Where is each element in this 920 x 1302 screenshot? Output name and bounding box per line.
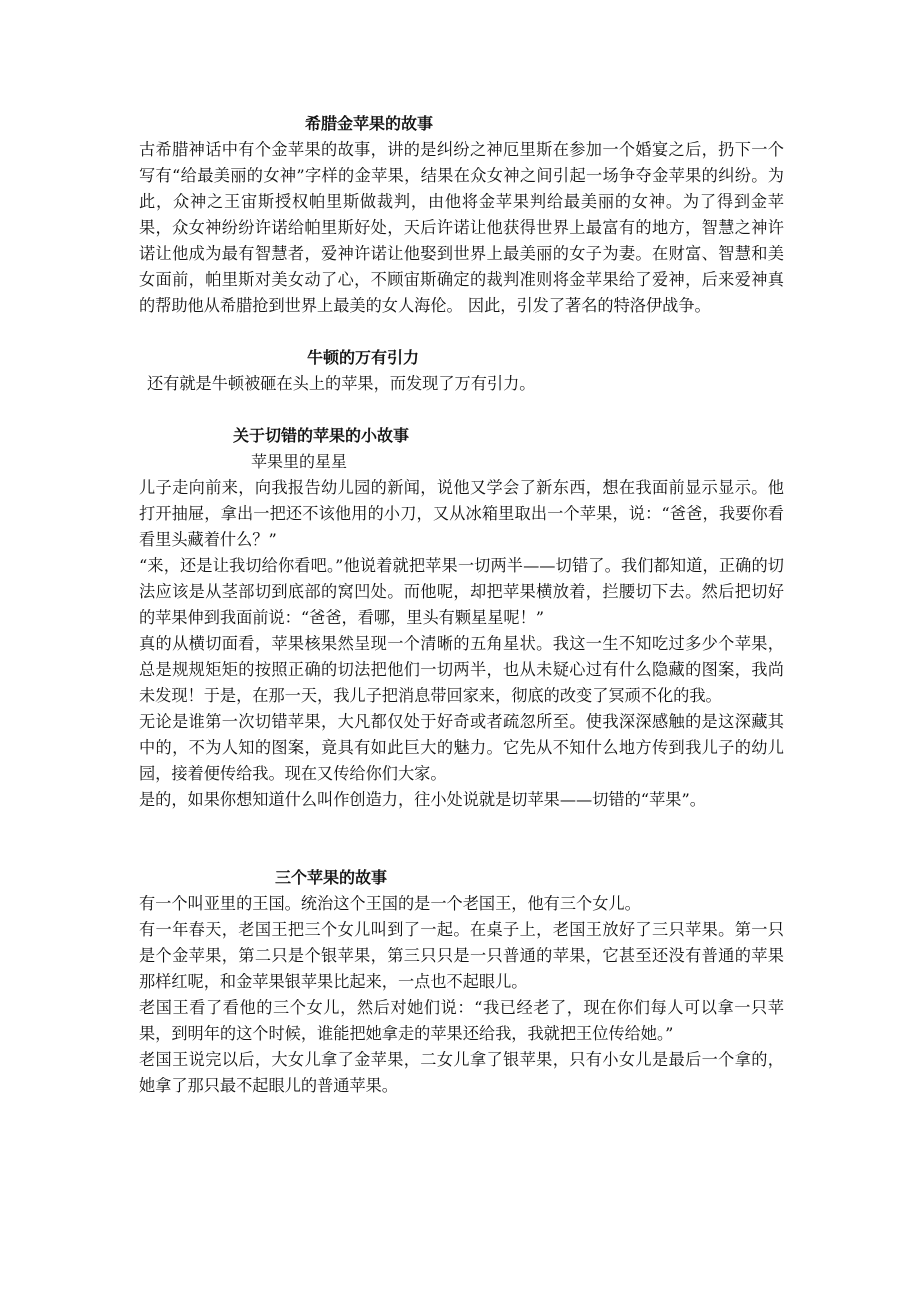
section-title-newton: 牛顿的万有引力 — [307, 348, 420, 367]
paragraph-wrong-cut-1: 儿子走向前来，向我报告幼儿园的新闻，说他又学会了新东西，想在我面前显示显示。他打开抽屉，拿出一把还不该他用的小刀，又从冰箱里取出一个苹果，说：“爸爸，我要你看看里头藏着什么？” — [139, 478, 784, 549]
document-body — [139, 111, 784, 1099]
spacer — [139, 319, 784, 345]
paragraph-wrong-cut-4: 无论是谁第一次切错苹果，大凡都仅处于好奇或者疏忽所至。使我深深感触的是这深藏其中的，不为人知的图案，竟具有如此巨大的魅力。它先从不知什么地方传到我儿子的幼儿园，接着便传给我。现在又传给你们大家。 — [139, 712, 784, 783]
paragraph-three-apples-4: 老国王说完以后，大女儿拿了金苹果，二女儿拿了银苹果，只有小女儿是最后一个拿的，她拿了那只最不起眼儿的普通苹果。 — [139, 1050, 784, 1095]
spacer — [139, 813, 784, 865]
paragraph-wrong-cut-5: 是的，如果你想知道什么叫作创造力，往小处说就是切苹果——切错的“苹果”。 — [139, 790, 706, 809]
paragraph-three-apples-2: 有一年春天，老国王把三个女儿叫到了一起。在桌子上，老国王放好了三只苹果。第一只是个金苹果，第二只是个银苹果，第三只只是一只普通的苹果，它甚至还没有普通的苹果那样红呢，和金苹果银苹果比起来，一点也不起眼儿。 — [139, 920, 784, 991]
paragraph-three-apples-1: 有一个叫亚里的王国。统治这个王国的是一个老国王，他有三个女儿。 — [139, 894, 641, 913]
paragraph-wrong-cut-2: “来，还是让我切给你看吧。”他说着就把苹果一切两半——切错了。我们都知道，正确的切法应该是从茎部切到底部的窝凹处。而他呢，却把苹果横放着，拦腰切下去。然后把切好的苹果伸到我面前说：“爸爸，看哪，里头有颗星星呢！” — [139, 556, 784, 627]
paragraph-three-apples-3: 老国王看了看他的三个女儿，然后对她们说：“我已经老了，现在你们每人可以拿一只苹果，到明年的这个时候，谁能把她拿走的苹果还给我，我就把王位传给她。” — [139, 998, 784, 1043]
paragraph-wrong-cut-3: 真的从横切面看，苹果核果然呈现一个清晰的五角星状。我这一生不知吃过多少个苹果，总是规规矩矩的按照正确的切法把他们一切两半，也从未疑心过有什么隐藏的图案，我尚未发现！于是，在那一天，我儿子把消息带回家来，彻底的改变了冥顽不化的我。 — [139, 634, 784, 705]
section-subtitle-stars: 苹果里的星星 — [251, 452, 348, 471]
spacer — [139, 397, 784, 423]
section-title-wrong-cut: 关于切错的苹果的小故事 — [233, 426, 410, 445]
paragraph-newton: 还有就是牛顿被砸在头上的苹果，而发现了万有引力。 — [147, 374, 536, 393]
paragraph-golden-apple: 古希腊神话中有个金苹果的故事，讲的是纠纷之神厄里斯在参加一个婚宴之后，扔下一个写有“给最美丽的女神”字样的金苹果，结果在众女神之间引起一场争夺金苹果的纠纷。为此，众神之王宙斯授权帕里斯做裁判，由他将金苹果判给最美丽的女神。为了得到金苹果，众女神纷纷许诺给帕里斯好处，天后许诺让他获得世界上最富有的地方，智慧之神许诺让他成为最有智慧者，爱神许诺让他娶到世界上最美丽的女子为妻。在财富、智慧和美女面前，帕里斯对美女动了心，不顾宙斯确定的裁判准则将金苹果给了爱神，后来爱神真的帮助他从希腊抢到世界上最美的女人海伦。 因此，引发了著名的特洛伊战争。 — [139, 140, 784, 315]
section-title-three-apples: 三个苹果的故事 — [275, 868, 388, 887]
section-title-golden-apple: 希腊金苹果的故事 — [305, 114, 434, 133]
